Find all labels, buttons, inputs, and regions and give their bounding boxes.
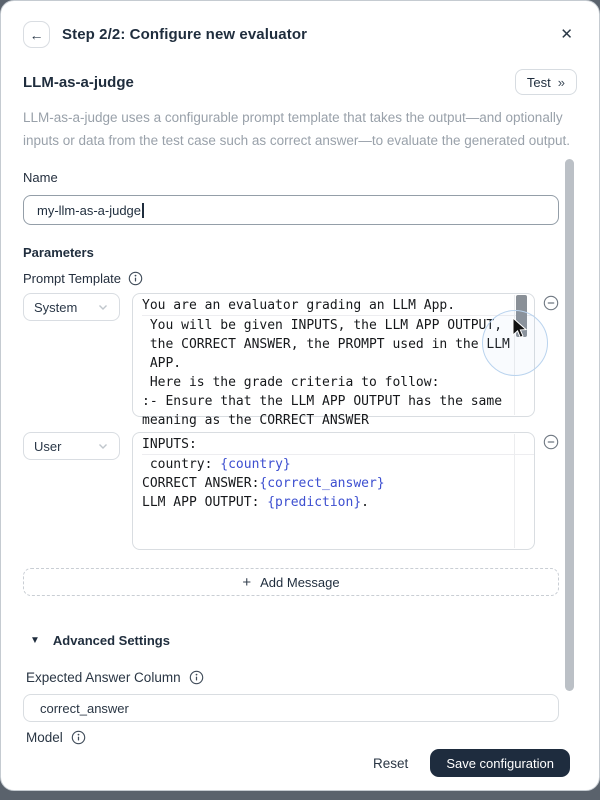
modal-title: Step 2/2: Configure new evaluator	[62, 26, 308, 43]
info-icon[interactable]	[128, 271, 143, 286]
editor-line: You will be given INPUTS, the LLM APP OUTPUT,	[142, 318, 503, 333]
test-button[interactable]: Test »	[515, 69, 577, 95]
parameters-heading: Parameters	[23, 245, 94, 260]
reset-button[interactable]: Reset	[373, 755, 409, 771]
evaluator-description: LLM-as-a-judge uses a configurable prompt template that takes the output—and optionally inputs or data from the test case such as correct answer—to evaluate the generated output.	[23, 110, 571, 148]
system-prompt-editor[interactable]	[132, 293, 535, 428]
role-select-system[interactable]: System	[23, 293, 120, 321]
editor-line: You are an evaluator grading an LLM App.	[142, 296, 534, 316]
modal-scrollbar-thumb[interactable]	[565, 159, 574, 691]
expected-answer-row	[23, 670, 577, 685]
info-icon[interactable]	[189, 670, 204, 685]
modal-header	[23, 21, 577, 48]
expected-answer-input[interactable]: correct_answer	[23, 694, 559, 722]
editor-line: INPUTS:	[142, 435, 534, 455]
chevron-down-icon	[97, 440, 109, 452]
text-caret	[142, 203, 144, 218]
chevron-down-icon	[97, 301, 109, 313]
editor-line: LLM APP OUTPUT: {prediction}.	[142, 495, 369, 510]
remove-message-icon[interactable]	[543, 295, 559, 311]
prompt-template-label: Prompt Template	[23, 271, 122, 286]
model-label: Model	[26, 730, 63, 745]
editor-line: country: {country}	[142, 457, 291, 472]
message-row-user	[23, 432, 577, 550]
editor-scrollbar-track[interactable]	[514, 434, 526, 548]
chevron-double-right-icon: »	[557, 74, 565, 90]
name-input[interactable]: my-llm-as-a-judge	[23, 195, 559, 225]
model-row	[23, 730, 577, 745]
advanced-settings-toggle[interactable]: ▼ Advanced Settings	[30, 633, 170, 648]
editor-line: APP.	[142, 356, 182, 371]
role-select-user[interactable]: User	[23, 432, 120, 460]
editor-scrollbar-thumb[interactable]	[516, 295, 527, 337]
info-icon[interactable]	[71, 730, 86, 745]
message-row-system	[23, 293, 577, 428]
name-label: Name	[23, 170, 58, 185]
user-prompt-editor[interactable]	[132, 432, 535, 550]
editor-scrollbar-track[interactable]	[514, 295, 526, 415]
evaluator-title: LLM-as-a-judge	[23, 73, 134, 91]
editor-line: Here is the grade criteria to follow:	[142, 375, 440, 390]
modal-footer	[373, 749, 570, 777]
editor-line: meaning as the CORRECT ANSWER	[142, 413, 369, 428]
expected-answer-label: Expected Answer Column	[26, 670, 181, 685]
arrow-left-icon: ←	[29, 26, 44, 43]
close-icon[interactable]: ✕	[560, 26, 573, 43]
add-message-button[interactable]: + Add Message	[23, 568, 559, 596]
editor-line: CORRECT ANSWER:{correct_answer}	[142, 476, 385, 491]
editor-line: the CORRECT ANSWER, the PROMPT used in the LLM	[142, 337, 510, 352]
plus-icon: +	[242, 573, 252, 591]
editor-line: :- Ensure that the LLM APP OUTPUT has the same	[142, 394, 503, 409]
triangle-down-icon: ▼	[30, 635, 40, 646]
save-configuration-button[interactable]: Save configuration	[430, 749, 570, 777]
remove-message-icon[interactable]	[543, 434, 559, 450]
back-button[interactable]	[23, 21, 50, 48]
evaluator-heading-row	[23, 69, 577, 95]
prompt-template-row	[23, 271, 577, 286]
